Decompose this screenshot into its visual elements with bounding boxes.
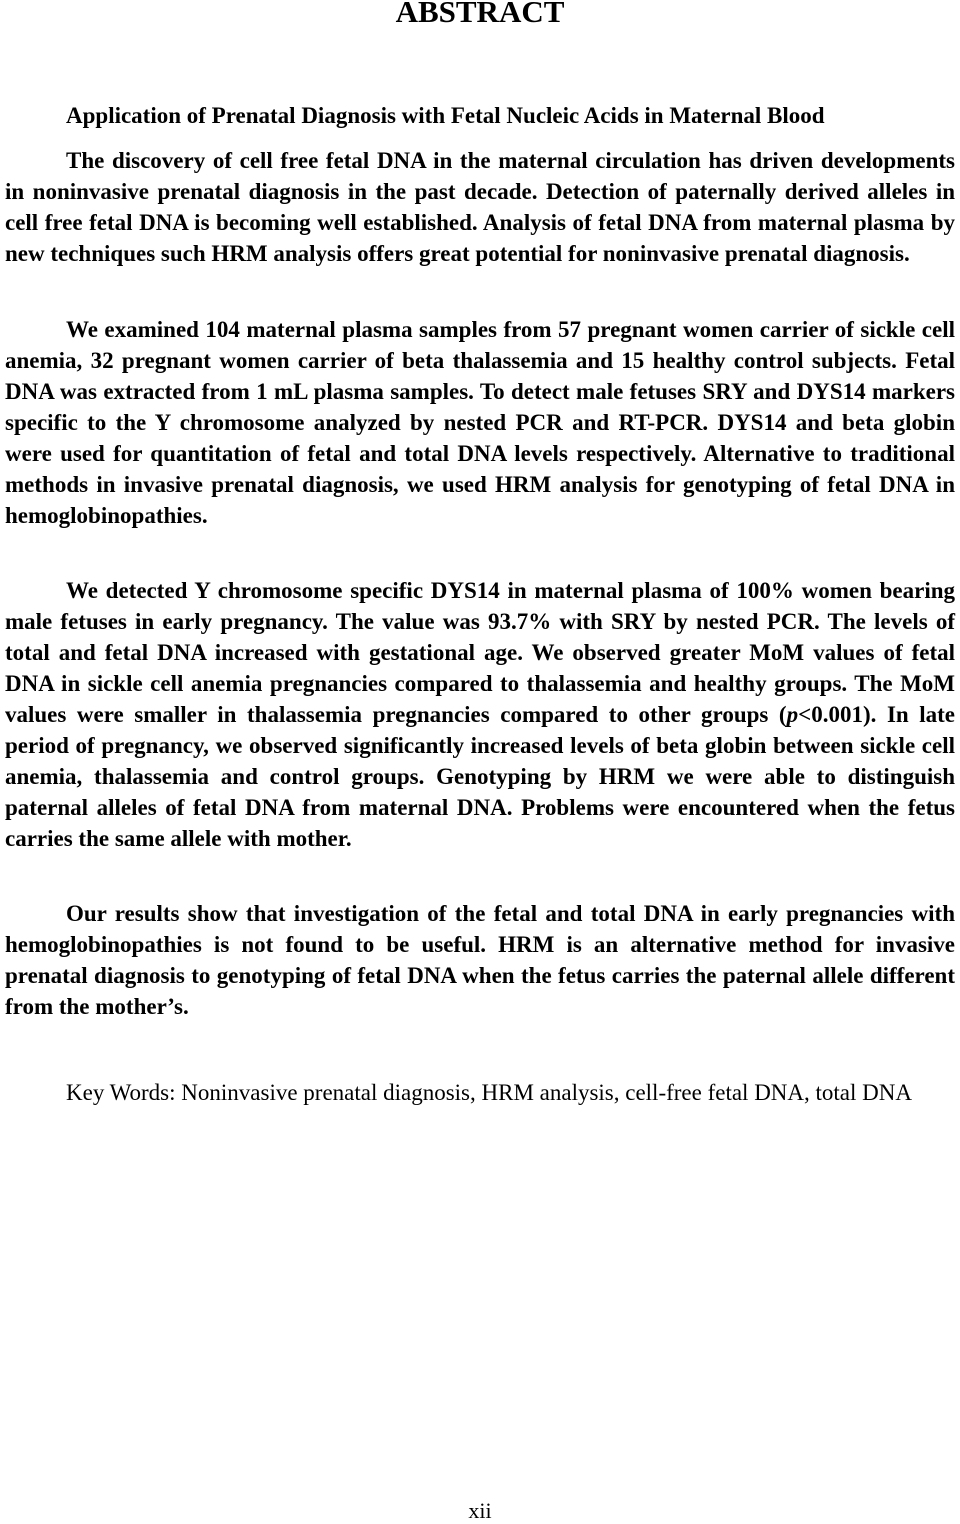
abstract-paragraph-1: The discovery of cell free fetal DNA in the maternal circulation has driven developments in noninvasive prenatal diagnosis in the past decade. Detection of paternally derived alleles in cell free fetal DNA is becoming well established. Analysis of fetal DNA from maternal plasma by new techniques such HRM analysis offers great potential for noninvasive prenatal diagnosis.: [5, 148, 955, 266]
abstract-paragraph-3: [5, 575, 955, 854]
thesis-title: Application of Prenatal Diagnosis with Fetal Nucleic Acids in Maternal Blood: [66, 103, 825, 128]
keywords-line: [5, 1077, 955, 1108]
abstract-paragraph-2: We examined 104 maternal plasma samples from 57 pregnant women carrier of sickle cell anemia, 32 pregnant women carrier of beta thalassemia and 15 healthy control subjects. Fetal DNA was extracted from 1 mL plasma samples. To detect male fetuses SRY and DYS14 markers specific to the Y chromosome analyzed by nested PCR and RT-PCR. DYS14 and beta globin were used for quantitation of fetal and total DNA levels respectively. Alternative to traditional methods in invasive prenatal diagnosis, we used HRM analysis for genotyping of fetal DNA in hemoglobinopathies.: [5, 317, 955, 528]
p-value-symbol: p: [786, 702, 799, 727]
paragraph-3-part-1: We detected Y chromosome specific DYS14 in maternal plasma of 100% women bearing male fetuses in early pregnancy. The value was 93.7% with SRY by nested PCR. The levels of total and fetal DNA increased with gestational age. We observed greater MoM values of fetal DNA in sickle cell anemia pregnancies compared to thalassemia and healthy groups. The MoM values were smaller in thalassemia pregnancies compared to other groups (: [5, 578, 955, 727]
page-number: xii: [468, 1498, 492, 1523]
keywords-text: Noninvasive prenatal diagnosis, HRM analysis, cell-free fetal DNA, total DNA: [181, 1080, 912, 1105]
paragraph-3-part-2: <0.001). In late period of pregnancy, we observed significantly increased levels of beta globin between sickle cell anemia, thalassemia and control groups. Genotyping by HRM we were able to distinguish paternal alleles of fetal DNA from maternal DNA. Problems were encountered when the fetus carries the same allele with mother.: [5, 702, 956, 851]
abstract-paragraph-4: Our results show that investigation of the fetal and total DNA in early pregnancies with hemoglobinopathies is not found to be useful. HRM is an alternative method for invasive prenatal diagnosis to genotyping of fetal DNA when the fetus carries the paternal allele different from the mother’s.: [5, 901, 955, 1019]
keywords-label: Key Words:: [66, 1080, 176, 1105]
page-heading: ABSTRACT: [395, 0, 565, 29]
